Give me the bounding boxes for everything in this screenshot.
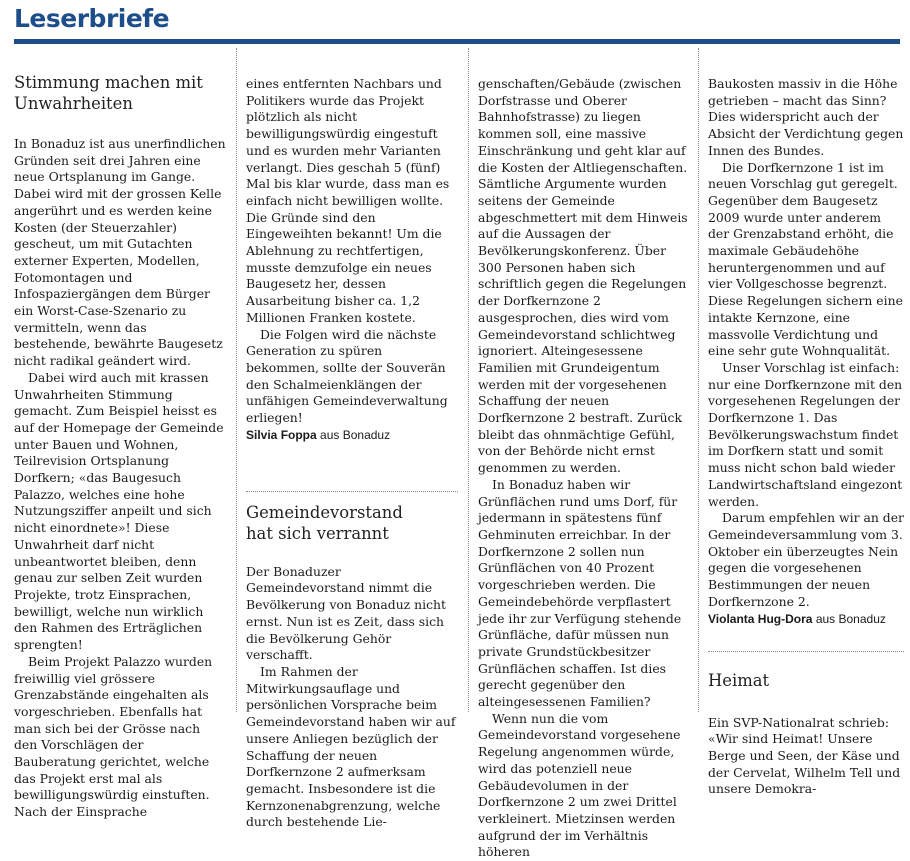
paragraph: Unser Vorschlag ist einfach: nur eine Dorfkernzone mit den vorgesehenen Regelungen der Dorfkernzone 1. Das Bevölkerungswachstum findet im Dorfkern statt und somit muss nicht schon bald wieder Landwirtschaftsland eingezont werden. xyxy=(708,359,903,509)
headline-line: hat sich verrannt xyxy=(246,523,389,543)
column-divider xyxy=(468,48,470,712)
signature-place: aus Bonaduz xyxy=(320,427,391,442)
signature xyxy=(246,427,458,443)
signature-place: aus Bonaduz xyxy=(815,611,886,626)
headline-line: Unwahrheiten xyxy=(14,94,133,113)
signature-name: Violanta Hug-Dora xyxy=(708,611,813,626)
headline-line: Gemeindevorstand xyxy=(246,502,403,522)
paragraph: Baukosten massiv in die Höhe getrieben – macht das Sinn? Dies widerspricht auch der Absicht der Verdichtung gegen Innen des Bundes. xyxy=(708,76,904,158)
paragraph: Der Bonaduzer Gemeindevorstand nimmt die Bevölkerung von Bonaduz nicht ernst. Nun ist es Zeit, dass sich die Bevölkerung Gehör verschafft. xyxy=(246,563,446,663)
letter-headline xyxy=(14,72,226,114)
headline-line: Stimmung machen mit xyxy=(14,73,203,92)
paragraph: Dabei wird auch mit krassen Unwahrheiten Stimmung gemacht. Zum Beispiel heisst es auf der Homepage der Gemeinde unter Bauen und Wohnen, Teilrevision Ortsplanung Dorfkern; «das Baugesuch Palazzo, welches eine hohe Nutzungsziffer anpeilt und sich nicht einordnete»! Diese Unwahrheit darf nicht unbeantwortet bleiben, denn genau zur selben Zeit wurden Projekte, trotz Einsprachen, bewilligt, welche nun wirklich den Rahmen des Erträglichen sprengten! xyxy=(14,369,224,653)
section-title: Leserbriefe xyxy=(14,4,170,33)
paragraph: Die Folgen wird die nächste Generation zu spüren bekommen, sollte der Souverän den Schalmeienklängen der unfähigen Gemeindeverwaltung erliegen! xyxy=(246,326,448,426)
paragraph: In Bonaduz haben wir Grünflächen rund ums Dorf, für jedermann in spätestens fünf Gehminuten erreichbar. In der Dorfkernzone 2 sollen nun Grünflächen von 40 Prozent vorgeschrieben werden. Die Gemeindebehörde verpflastert jede ihr zur Verfügung stehende Grünfläche, dafür müssen nun private Grundstückbesitzer Grünflächen schaffen. Ist dies gerecht gegenüber den alteingesessenen Familien? xyxy=(478,476,682,710)
column-4 xyxy=(708,48,904,797)
column-1 xyxy=(14,48,226,820)
paragraph: eines entfernten Nachbars und Politikers wurde das Projekt plötzlich als nicht bewilligungswürdig eingestuft und es wurden mehr Varianten verlangt. Dies geschah 5 (fünf) Mal bis klar wurde, dass man es einfach nicht bewilligen wollte. Die Gründe sind den Eingeweihten bekannt! Um die Ablehnung zu rechtfertigen, musste demzufolge ein neues Baugesetz her, dessen Ausarbeitung bisher ca. 1,2 Millionen Franken kostete. xyxy=(246,76,450,325)
paragraph: Wenn nun die vom Gemeindevorstand vorgesehene Regelung angenommen würde, wird das potenziell neue Gebäudevolumen in der Dorfkernzone 2 um zwei Drittel verkleinert. Mietzinsen werden aufgrund der im Verhältnis höheren xyxy=(478,710,681,860)
paragraph: Die Dorfkernzone 1 ist im neuen Vorschlag gut geregelt. Gegenüber dem Baugesetz 2009 wurde unter anderem der Grenzabstand erhöht, die maximale Gebäudehöhe heruntergenommen und auf vier Vollgeschosse begrenzt. Diese Regelungen sichern eine intakte Kernzone, eine massvolle Verdichtung und eine sehr gute Wohnqualität. xyxy=(708,159,903,359)
column-divider xyxy=(236,48,238,712)
paragraph: In Bonaduz ist aus unerfindlichen Gründen seit drei Jahren eine neue Ortsplanung im Gange. Dabei wird mit der grossen Kelle angerührt und es werden keine Kosten (der Steuerzahler) gescheut, um mit Gutachten externer Experten, Modellen, Fotomontagen und Infospaziergängen dem Bürger ein Worst-Case-Szenario zu vermitteln, wenn das bestehende, bewährte Baugesetz nicht radikal geändert wird. xyxy=(14,136,226,369)
signature xyxy=(708,611,904,627)
paragraph: genschaften/Gebäude (zwischen Dorfstrasse und Oberer Bahnhofstrasse) zu liegen kommen soll, eine massive Einschränkung und geht klar auf die Kosten der Altliegenschaften. Sämtliche Argumente wurden seitens der Gemeinde abgeschmettert mit dem Hinweis auf die Aussagen der Bevölkerungskonferenz. Über 300 Personen haben sich schriftlich gegen die Regelungen der Dorfkernzone 2 ausgesprochen, dies wird vom Gemeindevorstand schlichtweg ignoriert. Alteingesessene Familien mit Grundeigentum werden mit der vorgesehenen Schaffung der neuen Dorfkernzone 2 bestraft. Zurück bleibt das ohnmächtige Gefühl, von der Behörde nicht ernst genommen zu werden. xyxy=(478,76,688,476)
paragraph: Im Rahmen der Mitwirkungsauflage und persönlichen Vorsprache beim Gemeindevorstand haben wir auf unsere Anliegen bezüglich der Schaffung der neuen Dorfkernzone 2 aufmerksam gemacht. Insbesondere ist die Kernzonenabgrenzung, welche durch bestehende Lie- xyxy=(246,663,456,830)
signature-name: Silvia Foppa xyxy=(246,427,317,442)
header-rule xyxy=(14,39,900,44)
letter-headline xyxy=(246,502,458,544)
column-divider xyxy=(698,48,700,712)
paragraph: Darum empfehlen wir an der Gemeindeversammlung vom 3. Oktober ein überzeugtes Nein gegen die vorgesehenen Bestimmungen der neuen Dorfkernzone 2. xyxy=(708,510,904,609)
letter-headline: Heimat xyxy=(708,670,770,690)
paragraph: Ein SVP-Nationalrat schrieb: «Wir sind Heimat! Unsere Berge und Seen, der Käse und der Cervelat, Wilhelm Tell und unsere Demokra- xyxy=(708,714,901,797)
paragraph: Beim Projekt Palazzo wurden freiwillig viel grössere Grenzabstände eingehalten als vorgeschrieben. Ebenfalls hat man sich bei der Grösse nach den Vorschlägen der Bauberatung gerichtet, welche das Projekt erst mal als bewilligungswürdig einstuften. Nach der Einsprache xyxy=(14,653,213,820)
column-3 xyxy=(478,48,690,860)
column-2 xyxy=(246,48,458,830)
